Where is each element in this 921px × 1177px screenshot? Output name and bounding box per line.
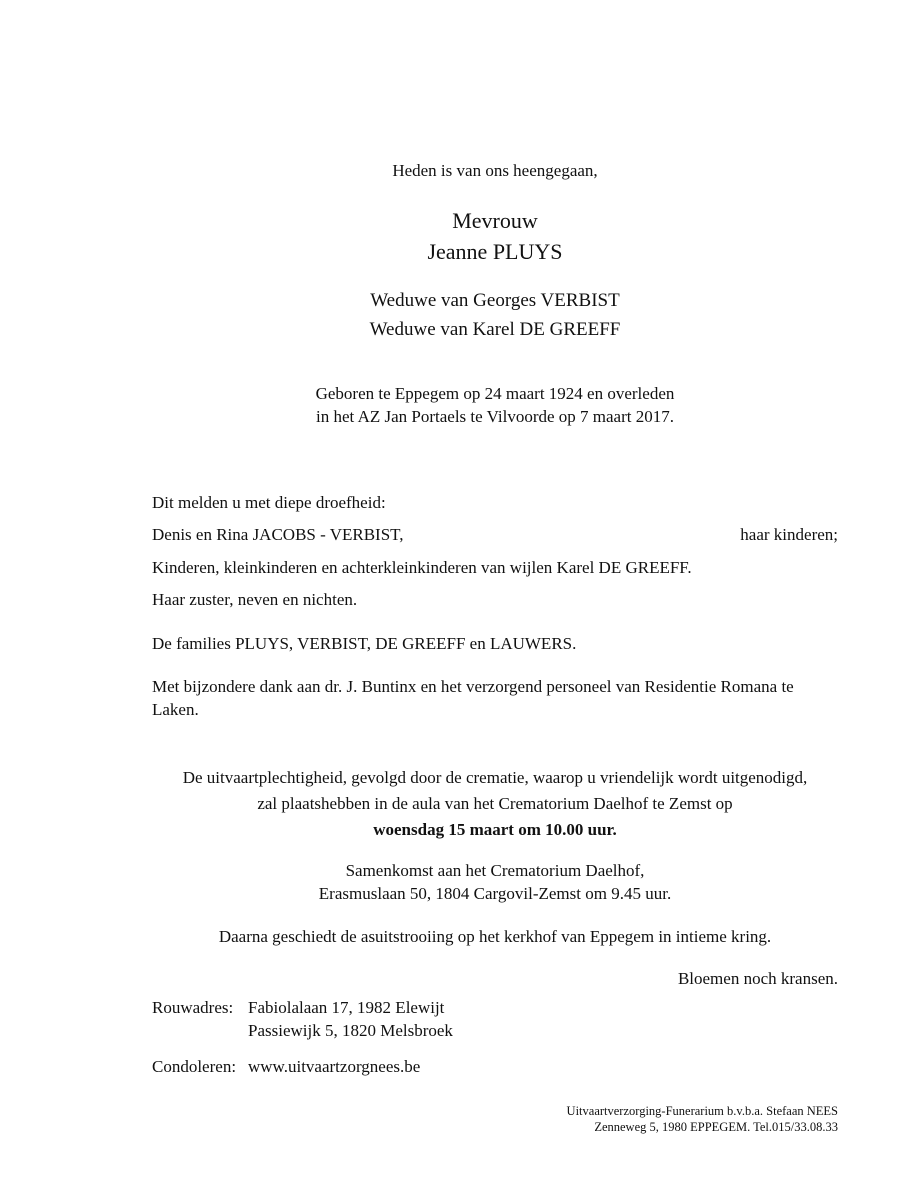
widow-block [152, 286, 838, 344]
ceremony-datetime: woensdag 15 maart om 10.00 uur. [373, 820, 617, 839]
deceased-name: Jeanne PLUYS [427, 239, 563, 264]
thanks-line: Met bijzondere dank aan dr. J. Buntinx en het verzorgend personeel van Residentie Romana te Laken. [152, 677, 794, 719]
mourning-address-line: Fabiolalaan 17, 1982 Elewijt [248, 998, 445, 1017]
birth-death-line: in het AZ Jan Portaels te Vilvoorde op 7 maart 2017. [316, 406, 674, 426]
ash-scattering-line: Daarna geschiedt de asuitstrooiing op het kerkhof van Eppegem in intieme kring. [218, 927, 772, 946]
notice-intro-line: Dit melden u met diepe droefheid: [152, 493, 386, 512]
condolences-block [152, 1056, 838, 1079]
ceremony-line: De uitvaartplechtigheid, gevolgd door de crematie, waarop u vriendelijk wordt uitgenodigd, [182, 768, 808, 787]
widow-line: Weduwe van Karel DE GREEFF [369, 319, 621, 340]
gathering-line: Erasmuslaan 50, 1804 Cargovil-Zemst om 9.45 uur. [318, 883, 672, 903]
condolences-label: Condoleren: [152, 1057, 237, 1076]
children-row [152, 524, 838, 547]
grandchildren-line: Kinderen, kleinkinderen en achterkleinkinderen van wijlen Karel DE GREEFF. [152, 558, 692, 577]
intro-line: Heden is van ons heengegaan, [392, 161, 598, 180]
mourning-address-values [248, 997, 453, 1042]
footer-line: Zenneweg 5, 1980 EPPEGEM. Tel.015/33.08.33 [594, 1119, 838, 1134]
deceased-title-block [152, 205, 838, 267]
ceremony-line: zal plaatshebben in de aula van het Crematorium Daelhof te Zemst op [257, 794, 733, 813]
sister-line: Haar zuster, neven en nichten. [152, 590, 358, 609]
gathering-line: Samenkomst aan het Crematorium Daelhof, [345, 861, 645, 880]
birth-death-line: Geboren te Eppegem op 24 maart 1924 en overleden [315, 384, 675, 403]
funeral-home-footer [152, 1104, 838, 1135]
condolences-website: www.uitvaartzorgnees.be [248, 1057, 421, 1076]
flowers-line: Bloemen noch kransen. [677, 969, 838, 988]
honorific: Mevrouw [452, 208, 538, 233]
mourning-address-label: Rouwadres: [152, 998, 234, 1017]
children-relation: haar kinderen; [740, 525, 838, 544]
widow-line: Weduwe van Georges VERBIST [370, 290, 620, 311]
gathering-block [152, 860, 838, 905]
mourning-address-line: Passiewijk 5, 1820 Melsbroek [248, 1020, 453, 1040]
ceremony-block [152, 765, 838, 843]
birth-death-block [152, 383, 838, 428]
mourning-address-block [152, 997, 838, 1042]
children-names: Denis en Rina JACOBS - VERBIST, [152, 525, 404, 544]
footer-line: Uitvaartverzorging-Funerarium b.v.b.a. Stefaan NEES [566, 1104, 838, 1118]
families-line: De families PLUYS, VERBIST, DE GREEFF en LAUWERS. [152, 634, 577, 653]
